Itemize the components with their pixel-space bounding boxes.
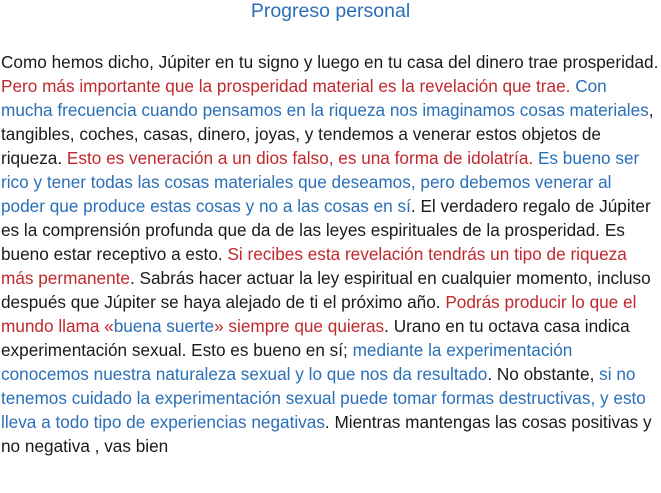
highlight-red-segment: Podrás producir lo que el mundo llama « (1, 292, 637, 336)
highlight-red-segment: Esto es veneración a un dios falso, es una forma de idolatría. (66, 148, 538, 168)
text-segment: . Sabrás hacer actuar la ley espiritual en cualquier momento, incluso después que Júpiter se haya alejado de ti el próximo año. (1, 268, 651, 312)
text-segment: , tangibles, coches, casas, dinero, joyas, y tendemos a venerar estos objetos de riqueza. (1, 100, 654, 168)
text-segment: . El verdadero regalo de Júpiter es la comprensión profunda que da de las leyes espirituales de la prosperidad. Es bueno estar receptivo a esto. (1, 196, 651, 264)
highlight-blue-segment: Es bueno ser rico y tener todas las cosas materiales que deseamos, pero debemos venerar al poder que produce estas cosas y no a las cosas en sí (1, 148, 640, 216)
text-segment: . No obstante, (487, 364, 600, 384)
highlight-red-segment: » siempre que quieras (214, 316, 385, 336)
page-title: Progreso personal (250, 0, 411, 22)
highlight-red-segment: Si recibes esta revelación tendrás un tipo de riqueza más permanente (1, 244, 627, 288)
text-segment: Como hemos dicho, Júpiter en tu signo y luego en tu casa del dinero trae prosperidad. (1, 52, 659, 72)
body-paragraph (1, 50, 659, 458)
text-segment: . Urano en tu octava casa indica experimentación sexual. Esto es bueno en sí; (1, 316, 630, 360)
text-segment: . Mientras mantengas las cosas positivas y no negativa , vas bien (1, 412, 652, 456)
highlight-blue-segment: buena suerte (113, 316, 215, 336)
highlight-blue-segment: si no tenemos cuidado la experimentación sexual puede tomar formas destructivas, y esto lleva a todo tipo de experiencias negativas (1, 364, 646, 432)
highlight-red-segment: Pero más importante que la prosperidad material es la revelación que trae. (1, 76, 576, 96)
highlight-blue-segment: mediante la experimentación conocemos nuestra naturaleza sexual y lo que nos da resultado (1, 340, 573, 384)
highlight-blue-segment: Con mucha frecuencia cuando pensamos en la riqueza nos imaginamos cosas materiales (1, 76, 649, 120)
